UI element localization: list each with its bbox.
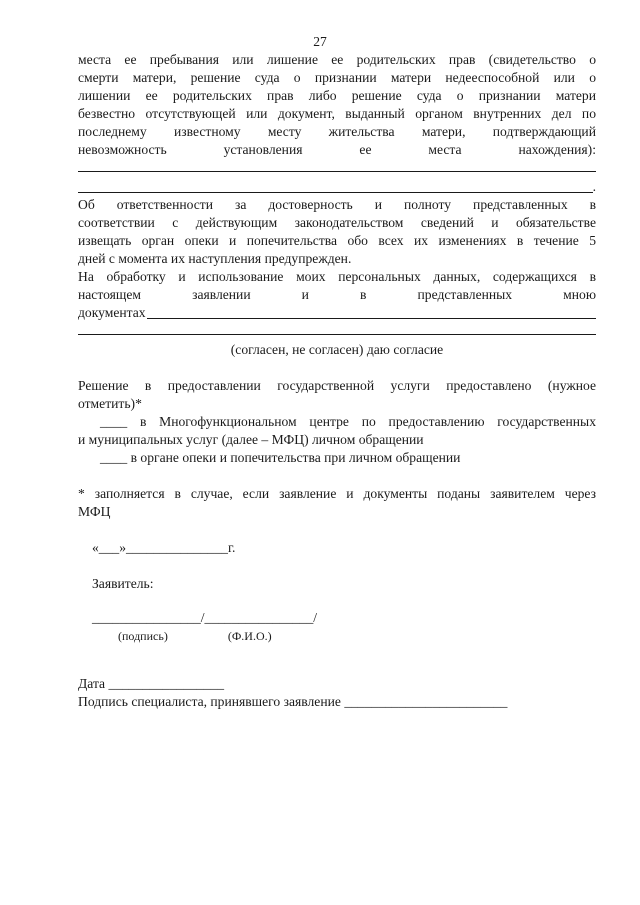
mother-status-paragraph [78,51,596,196]
signature-line[interactable]: ________________/________________/ [92,610,318,625]
text-line: МФЦ [78,504,111,519]
text-line: и муниципальных услуг (далее – МФЦ) личном обращении [78,432,424,447]
signature-caption: (подпись) [118,629,168,643]
date-field[interactable]: «___»_______________г. [92,540,236,555]
text-line: извещать орган опеки и попечительства обо всех их изменениях в течение 5 [78,233,596,248]
option-guardianship-blank[interactable]: ____ [100,450,128,465]
text-line: безвестно отсутствующей или документ, выданный органом внутренних дел по [78,106,596,121]
fill-in-line-end[interactable]: . [78,178,596,196]
documents-label: документах [78,305,146,320]
text-line: невозможность установления ее места нахождения): [78,142,596,157]
consent-fill-line[interactable] [78,322,596,335]
specialist-blank[interactable]: ________________________ [344,694,508,709]
name-caption: (Ф.И.О.) [227,629,272,643]
signature-captions [78,627,596,645]
text-line: настоящем заявлении и в представленных мною [78,287,596,302]
text-line: соответствии с действующим законодательством сведений и обязательстве [78,215,596,230]
receipt-date-blank[interactable]: _________________ [108,676,225,691]
text-line: дней с момента их наступления предупрежден. [78,251,352,266]
text-line: * заполняется в случае, если заявление и документы поданы заявителем через [78,486,596,501]
specialist-label: Подпись специалиста, принявшего заявление [78,694,341,709]
text-line: последнему известному месту жительства матери, подтверждающий [78,124,596,139]
receipt-date-label: Дата [78,676,106,691]
text-line: лишении ее родительских прав либо решение суда о признании матери [78,88,596,103]
text-line: отметить)* [78,396,142,411]
month-blank[interactable]: _______________ [125,540,228,555]
fill-in-line[interactable] [78,159,596,172]
responsibility-paragraph [78,196,596,268]
text-line: Решение в предоставлении государственной услуги предоставлено (нужное [78,378,596,393]
documents-blank[interactable] [147,305,596,319]
documents-fill-row [78,304,596,322]
text-line: смерти матери, решение суда о признании матери недееспособной или о [78,70,596,85]
option-mfc-blank[interactable]: ____ [100,414,128,429]
consent-hint: (согласен, не согласен) даю согласие [230,342,444,357]
specialist-signature[interactable] [78,693,596,711]
decision-section [78,377,596,467]
option-mfc[interactable]: ____ в Многофункциональном центре по предоставлению государственных [100,414,596,429]
page-number: 27 [313,34,327,49]
personal-data-consent-paragraph [78,268,596,359]
text-line: На обработку и использование моих персональных данных, содержащихся в [78,269,596,284]
option-guardianship[interactable]: ____ в органе опеки и попечительства при личном обращении [100,450,461,465]
document-body [78,51,596,711]
receipt-date[interactable] [78,675,596,693]
day-blank[interactable]: ___ [98,540,120,555]
footnote [78,485,596,521]
text-line: Об ответственности за достоверность и полноту представленных в [78,197,596,212]
text-line: места ее пребывания или лишение ее родительских прав (свидетельство о [78,52,596,67]
applicant-label: Заявитель: [92,576,154,591]
